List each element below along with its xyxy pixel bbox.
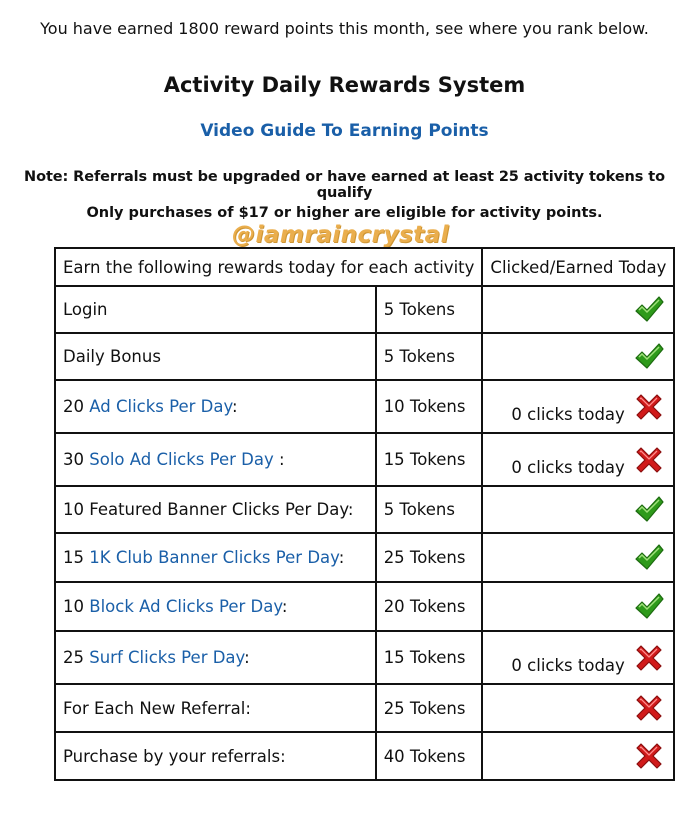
check-icon [633, 341, 665, 373]
table-header-row [55, 248, 674, 286]
page-title: Activity Daily Rewards System [163, 73, 526, 97]
status-cell [482, 380, 674, 433]
activity-prefix: Purchase by your referrals: [63, 746, 286, 766]
cross-icon [633, 692, 665, 724]
status-cell [482, 486, 674, 533]
status-cell [482, 533, 674, 582]
clicks-today: 0 clicks today [511, 656, 625, 675]
activity-link[interactable]: Surf Clicks Per Day [89, 648, 245, 667]
status-cell [482, 631, 674, 684]
status-cell [482, 433, 674, 486]
activity-cell [55, 286, 376, 333]
activity-cell [55, 732, 376, 780]
rewards-table [54, 247, 675, 781]
cross-icon [633, 642, 665, 674]
activity-cell [55, 380, 376, 433]
activity-cell [55, 533, 376, 582]
tokens-cell: 5 Tokens [376, 286, 483, 333]
tokens-cell: 15 Tokens [376, 631, 483, 684]
activity-suffix: : [338, 548, 345, 567]
table-row [55, 533, 674, 582]
cross-icon [633, 444, 665, 476]
activity-prefix: 10 Featured Banner Clicks Per Day: [63, 500, 354, 519]
clicks-today: 0 clicks today [511, 458, 625, 477]
activity-prefix: 20 [63, 397, 90, 416]
check-icon [633, 591, 665, 623]
activity-suffix: : [244, 648, 250, 667]
table-row [55, 631, 674, 684]
check-icon [633, 294, 665, 326]
tokens-cell: 10 Tokens [376, 380, 483, 433]
tokens-cell: 15 Tokens [376, 433, 483, 486]
status-cell [482, 732, 674, 780]
activity-cell [55, 631, 376, 684]
status-cell [482, 286, 674, 333]
referral-note: Note: Referrals must be upgraded or have earned at least 25 activity tokens to qualify [24, 169, 665, 201]
activity-cell [55, 333, 376, 380]
activity-cell [55, 582, 376, 631]
table-row [55, 286, 674, 333]
rewards-table-body [55, 286, 674, 780]
table-row [55, 582, 674, 631]
table-row [55, 684, 674, 732]
activity-link[interactable]: Solo Ad Clicks Per Day [89, 450, 274, 469]
activity-link[interactable]: Block Ad Clicks Per Day [89, 597, 282, 616]
activity-prefix: Login [63, 300, 108, 319]
activity-column-header: Earn the following rewards today for each activity [55, 248, 482, 286]
activity-cell [55, 433, 376, 486]
check-icon [633, 494, 665, 526]
tokens-cell: 5 Tokens [376, 486, 483, 533]
status-cell [482, 333, 674, 380]
activity-link[interactable]: 1K Club Banner Clicks Per Day [89, 548, 339, 567]
status-column-header: Clicked/Earned Today [482, 248, 674, 286]
reward-points-summary: You have earned 1800 reward points this month, see where you rank below. [40, 19, 649, 38]
table-row [55, 333, 674, 380]
activity-prefix: 15 [63, 548, 90, 567]
status-cell [482, 684, 674, 732]
table-row [55, 380, 674, 433]
check-icon [633, 542, 665, 574]
tokens-cell: 25 Tokens [376, 533, 483, 582]
activity-prefix: 10 [63, 597, 90, 616]
clicks-today: 0 clicks today [511, 405, 625, 424]
activity-suffix: : [232, 397, 238, 416]
table-row [55, 433, 674, 486]
activity-prefix: For Each New Referral: [63, 698, 251, 718]
activity-suffix: : [281, 597, 288, 616]
table-row [55, 732, 674, 780]
activity-prefix: Daily Bonus [63, 347, 161, 366]
tokens-cell: 40 Tokens [376, 732, 483, 780]
activity-prefix: 25 [63, 648, 90, 667]
tokens-cell: 20 Tokens [376, 582, 483, 631]
cross-icon [633, 391, 665, 423]
activity-cell [55, 486, 376, 533]
watermark: @iamraincrystal [232, 222, 450, 248]
cross-icon [633, 740, 665, 772]
tokens-cell: 25 Tokens [376, 684, 483, 732]
activity-link[interactable]: Ad Clicks Per Day [89, 397, 233, 416]
status-cell [482, 582, 674, 631]
tokens-cell: 5 Tokens [376, 333, 483, 380]
video-guide-link[interactable]: Video Guide To Earning Points [200, 121, 489, 141]
activity-cell [55, 684, 376, 732]
activity-suffix: : [273, 450, 285, 469]
table-row [55, 486, 674, 533]
activity-prefix: 30 [63, 450, 90, 469]
purchase-note: Only purchases of $17 or higher are eligible for activity points. [86, 205, 603, 221]
